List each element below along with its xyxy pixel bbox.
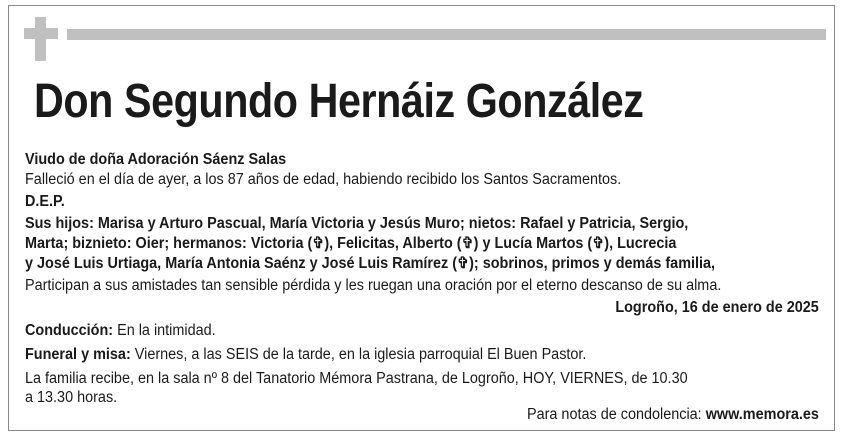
funeral bbox=[25, 346, 586, 364]
funeral-label: Funeral y misa: bbox=[25, 346, 131, 363]
condolences bbox=[527, 406, 819, 424]
family-line: Marta; biznieto: Oier; hermanos: Victoria (✞), Felicitas, Alberto (✞) y Lucía Martos (✞), Lucrecia bbox=[25, 235, 677, 252]
family-receives: La familia recibe, en la sala nº 8 del Tanatorio Mémora Pastrana, de Logroño, HOY, VIERNES, de 10.30 bbox=[25, 370, 688, 387]
conduccion-text: En la intimidad. bbox=[113, 322, 216, 339]
place-date: Logroño, 16 de enero de 2025 bbox=[615, 299, 819, 316]
death-line: Falleció en el día de ayer, a los 87 años de edad, habiendo recibido los Santos Sacramentos. bbox=[25, 171, 622, 188]
conduccion-label: Conducción: bbox=[25, 322, 114, 339]
participation: Participan a sus amistades tan sensible pérdida y les ruegan una oración por el eterno descanso de su alma. bbox=[25, 277, 722, 294]
family-line: Sus hijos: Marisa y Arturo Pascual, María Victoria y Jesús Muro; nietos: Rafael y Patricia, Sergio, bbox=[25, 215, 689, 232]
conduccion bbox=[25, 322, 216, 340]
subtitle: Viudo de doña Adoración Sáenz Salas bbox=[25, 151, 287, 168]
cross-icon bbox=[35, 17, 46, 61]
condolences-label: Para notas de condolencia: bbox=[527, 406, 706, 423]
funeral-text: Viernes, a las SEIS de la tarde, en la iglesia parroquial El Buen Pastor. bbox=[130, 346, 587, 363]
deceased-name: Don Segundo Hernáiz González bbox=[34, 75, 644, 128]
header-rule bbox=[67, 29, 826, 40]
dep: D.E.P. bbox=[25, 193, 65, 210]
condolences-link[interactable]: www.memora.es bbox=[705, 406, 819, 423]
family-line: y José Luis Urtiaga, María Antonia Saénz y José Luis Ramírez (✞); sobrinos, primos y demás familia, bbox=[25, 255, 716, 272]
family-receives: a 13.30 horas. bbox=[25, 389, 118, 406]
cross-icon-bar bbox=[24, 28, 58, 39]
